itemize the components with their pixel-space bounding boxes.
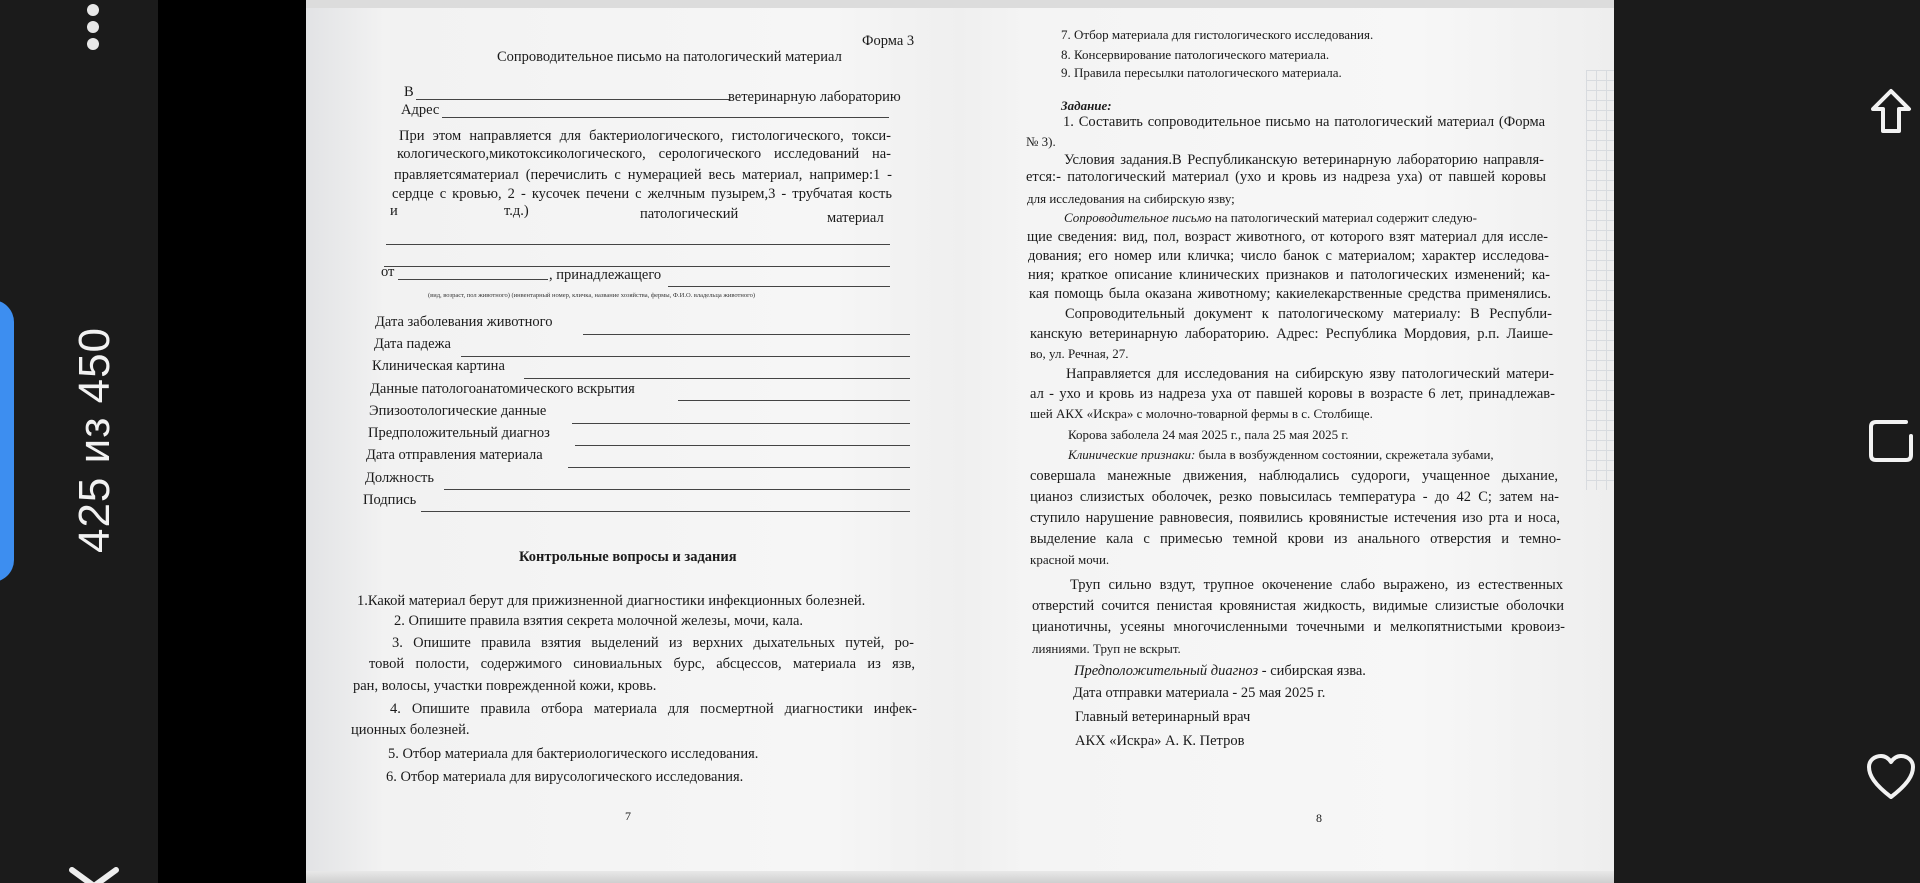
- body-last-4: материал: [827, 210, 884, 226]
- field-epizootic-data-line: [572, 423, 910, 424]
- form-label: Форма 3: [862, 33, 915, 49]
- more-options-icon[interactable]: [82, 4, 104, 50]
- clinic-line-5: красной мочи.: [1030, 552, 1110, 567]
- question-2: 2. Опишите правила взятия секрета молочной железы, мочи, кала.: [394, 613, 804, 629]
- field-position: Должность: [365, 470, 434, 486]
- address-line: [442, 117, 889, 118]
- task-line-2: № 3).: [1026, 134, 1056, 149]
- cover-line-1: щие сведения: вид, пол, возраст животного, от которого взят материал для иссле-: [1027, 229, 1548, 245]
- cover-letter-italic: Сопроводительное письмо: [1064, 210, 1212, 225]
- left-page-number: 7: [625, 809, 631, 823]
- task-line-1: 1. Составить сопроводительное письмо на патологический материал (Форма: [1063, 114, 1545, 130]
- corpse-line-3: цианотичны, усеяны многочисленными точечными и мелкопятнистыми кровоиз-: [1032, 619, 1565, 635]
- corpse-line-2: отверстий сочится пенистая кровянистая жидкость, видимые слизистые оболочки: [1032, 598, 1564, 614]
- address-label: Адрес: [401, 102, 440, 118]
- field-death-date: Дата падежа: [374, 336, 451, 352]
- paper-edge-top: [306, 0, 1614, 8]
- clinic-lead: [1068, 446, 1494, 464]
- list-item-7: 7. Отбор материала для гистологического исследования.: [1061, 27, 1374, 42]
- corpse-line-1: Труп сильно вздут, трупное окоченение слабо выражено, из естественных: [1070, 577, 1563, 593]
- doc-line-3: во, ул. Речная, 27.: [1030, 346, 1129, 361]
- body-line-3: правляетсяматериал (перечислить с нумерацией весь материал, например:1 -: [394, 167, 892, 183]
- field-diagnosis-line: [575, 445, 910, 446]
- field-disease-date: Дата заболевания животного: [375, 314, 553, 330]
- cover-letter-lead: [1064, 209, 1477, 227]
- to-suffix: ветеринарную лабораторию: [728, 89, 901, 105]
- send-date-line: Дата отправки материала - 25 мая 2025 г.: [1073, 685, 1326, 701]
- heart-icon[interactable]: [1862, 748, 1920, 806]
- right-page-number: 8: [1316, 811, 1322, 825]
- page-counter: 425 из 450: [70, 326, 119, 554]
- body-last-3: патологический: [640, 206, 739, 222]
- condition-line-2: ется:- патологический материал (ухо и кровь из надреза уха) от павшей коровы: [1026, 169, 1546, 185]
- heart-glyph: [1866, 753, 1916, 801]
- body-line-2: кологического,микотоксикологического, серологического исследований на-: [397, 146, 891, 162]
- belongs-label: , принадлежащего: [549, 267, 662, 283]
- from-label: от: [381, 264, 395, 280]
- field-death-date-line: [461, 356, 910, 357]
- clinic-rest: была в возбужденном состоянии, скрежетала зубами,: [1195, 447, 1494, 462]
- condition-line-1: Условия задания.В Республиканскую ветеринарную лабораторию направля-: [1064, 152, 1544, 168]
- condition-line-3: для исследования на сибирскую язву;: [1027, 191, 1235, 206]
- clinic-line-1: совершала манежные движения, наблюдались судороги, учащенное дыхание,: [1030, 468, 1558, 484]
- hint-caption: (вид, возраст, пол животного) (инвентарный номер, кличка, название хозяйства, фермы, Ф.И.О. владельца животного): [428, 292, 756, 299]
- field-send-date-line: [568, 467, 910, 468]
- clinic-line-3: ступило нарушение равновесия, появились кровянистые истечения изо рта и носа,: [1030, 510, 1560, 526]
- clinic-line-4: выделение кала с примесью темной крови из анального отверстия и темно-: [1030, 531, 1561, 547]
- left-page-title: Сопроводительное письмо на патологический материал: [497, 49, 842, 65]
- doc-line-1: Сопроводительный документ к патологическому материалу: В Республи-: [1065, 306, 1552, 322]
- corpse-line-4: лияниями. Труп не вскрыт.: [1032, 641, 1181, 656]
- field-signature: Подпись: [363, 492, 417, 508]
- list-item-8: 8. Консервирование патологического материала.: [1061, 47, 1330, 62]
- field-autopsy-data-line: [678, 400, 910, 401]
- send-line-1: Направляется для исследования на сибирскую язву патологический матери-: [1066, 366, 1554, 382]
- cover-line-4: кая помощь была оказана животному; какиелекарственные средства применялись.: [1029, 286, 1551, 302]
- from-line: [398, 279, 548, 280]
- diagnosis-line: [1074, 662, 1366, 680]
- question-4a: 4. Опишите правила отбора материала для посмертной диагностики инфек-: [390, 701, 917, 717]
- graph-paper-fragment: [1586, 70, 1614, 490]
- edit-icon[interactable]: [1862, 412, 1920, 470]
- question-6: 6. Отбор материала для вирусологического исследования.: [386, 769, 744, 785]
- paper-edge-bottom: [306, 871, 1614, 883]
- to-line: [416, 99, 730, 100]
- question-3a: 3. Опишите правила взятия выделений из верхних дыхательных путей, ро-: [392, 635, 914, 651]
- field-diagnosis: Предположительный диагноз: [368, 425, 550, 441]
- body-last-2: т.д.): [504, 203, 529, 219]
- clinic-line-2: цианоз слизистых оболочек, резко повысилась температура - до 42 С; затем на-: [1030, 489, 1559, 505]
- field-autopsy-data: Данные патологоанатомического вскрытия: [370, 381, 635, 397]
- field-send-date: Дата отправления материала: [366, 447, 543, 463]
- diagnosis-rest: - сибирская язва.: [1258, 663, 1366, 679]
- to-prefix: В: [404, 84, 414, 100]
- question-1: 1.Какой материал берут для прижизненной диагностики инфекционных болезней.: [357, 593, 866, 609]
- send-line-3: шей АКХ «Искра» с молочно-товарной фермы в с. Столбище.: [1030, 406, 1373, 421]
- question-5: 5. Отбор материала для бактериологического исследования.: [388, 746, 759, 762]
- cow-line: Корова заболела 24 мая 2025 г., пала 25 мая 2025 г.: [1068, 427, 1349, 442]
- diagnosis-italic: Предположительный диагноз: [1074, 663, 1259, 679]
- list-item-9: 9. Правила пересылки патологического материала.: [1061, 65, 1342, 80]
- cover-line-2: дования; его номер или кличка; число банок с материалом; характер исследова-: [1028, 248, 1549, 264]
- document-scan: [306, 0, 1614, 883]
- field-signature-line: [421, 511, 910, 512]
- material-line-1: [386, 244, 890, 245]
- clinic-italic: Клинические признаки:: [1068, 447, 1196, 462]
- page-scroll-indicator[interactable]: [0, 300, 14, 582]
- cover-letter-rest: на патологический материал содержит следую-: [1211, 210, 1477, 225]
- field-epizootic-data: Эпизоотологические данные: [369, 403, 547, 419]
- cover-line-3: ния; краткое описание клинических признаков и патологических изменений; ка-: [1028, 267, 1550, 283]
- body-line-1: При этом направляется для бактериологического, гистологического, токси-: [399, 128, 891, 144]
- share-arrow-glyph: [1868, 88, 1914, 138]
- chevron-down-icon[interactable]: [64, 866, 124, 883]
- question-3b: товой полости, содержимого синовиальных бурс, абсцессов, материала из язв,: [369, 656, 915, 672]
- edit-glyph: [1866, 416, 1916, 466]
- field-clinical-picture-line: [524, 378, 910, 379]
- task-heading: Задание:: [1061, 98, 1112, 113]
- control-questions-title: Контрольные вопросы и задания: [519, 549, 737, 565]
- field-position-line: [444, 489, 910, 490]
- signer-title: Главный ветеринарный врач: [1075, 709, 1251, 725]
- send-line-2: ал - ухо и кровь из надреза уха от павшей коровы в возрасте 6 лет, принадлежав-: [1030, 386, 1555, 402]
- body-last-1: и: [390, 203, 398, 219]
- question-3c: ран, волосы, участки поврежденной кожи, кровь.: [353, 678, 657, 694]
- field-disease-date-line: [583, 334, 910, 335]
- body-line-4: сердце с кровью, 2 - кусочек печени с желчным пузырем,3 - трубчатая кость: [392, 186, 892, 202]
- signer-name: АКХ «Искра» А. К. Петров: [1075, 733, 1245, 749]
- share-icon[interactable]: [1862, 84, 1920, 142]
- doc-line-2: канскую ветеринарную лабораторию. Адрес: Республика Мордовия, р.п. Лаише-: [1030, 326, 1553, 342]
- question-4b: ционных болезней.: [351, 722, 470, 738]
- field-clinical-picture: Клиническая картина: [372, 358, 505, 374]
